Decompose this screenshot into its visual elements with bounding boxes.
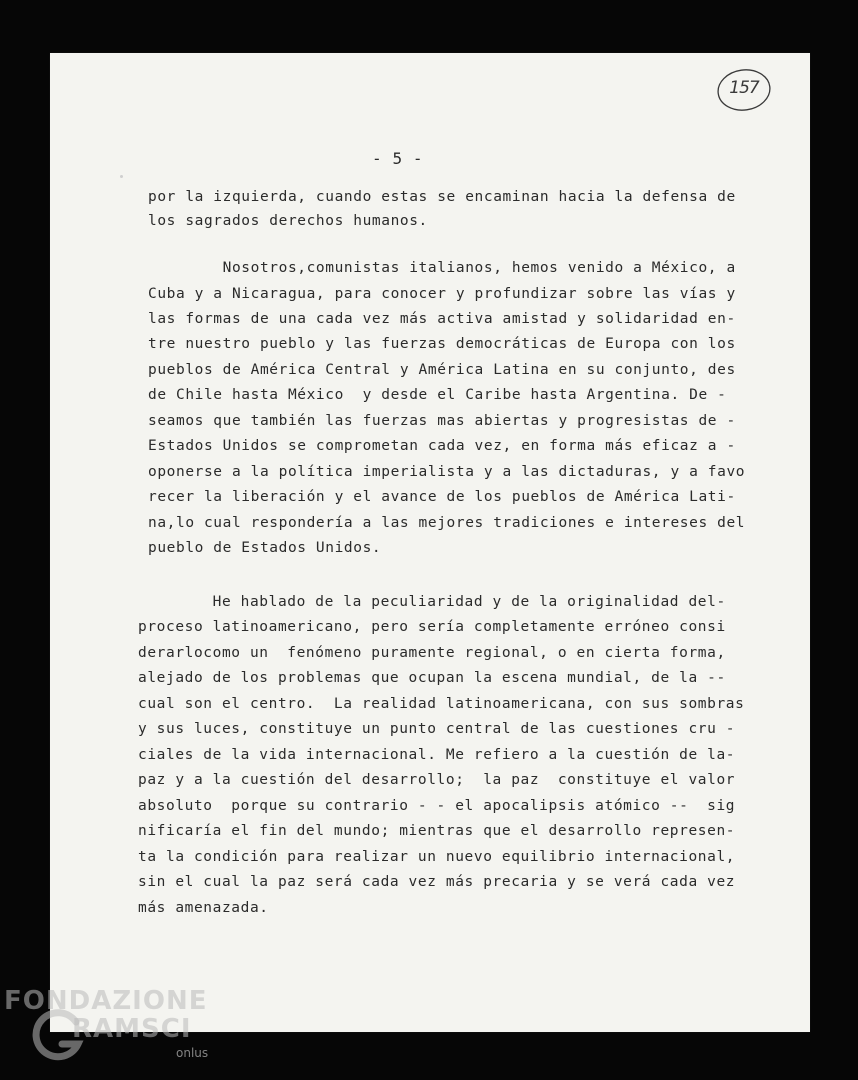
paper-speck bbox=[120, 175, 123, 178]
text-line: pueblos de América Central y América Latina en su conjunto, des bbox=[148, 362, 736, 378]
text-line: oponerse a la política imperialista y a las dictaduras, y a favo bbox=[148, 464, 746, 480]
text-line: sin el cual la paz será cada vez más precaria y se verá cada vez bbox=[138, 874, 736, 890]
text-line: Estados Unidos se comprometan cada vez, en forma más eficaz a - bbox=[148, 438, 736, 454]
text-line: los sagrados derechos humanos. bbox=[148, 213, 428, 229]
text-line: Nosotros,comunistas italianos, hemos venido a México, a bbox=[148, 260, 736, 276]
text-line: tre nuestro pueblo y las fuerzas democráticas de Europa con los bbox=[148, 336, 736, 352]
text-line: He hablado de la peculiaridad y de la originalidad del- bbox=[138, 594, 726, 610]
text-line: absoluto porque su contrario - - el apocalipsis atómico -- sig bbox=[138, 798, 736, 814]
text-line: derarlocomo un fenómeno puramente regional, o en cierta forma, bbox=[138, 645, 726, 661]
watermark-line1: FONDAZIONE bbox=[4, 986, 208, 1016]
text-line: proceso latinoamericano, pero sería completamente erróneo consi bbox=[138, 619, 726, 635]
text-line: recer la liberación y el avance de los pueblos de América Lati- bbox=[148, 489, 736, 505]
watermark-suffix: onlus bbox=[176, 1046, 209, 1060]
text-line: nificaría el fin del mundo; mientras que el desarrollo represen- bbox=[138, 823, 736, 839]
text-line: por la izquierda, cuando estas se encaminan hacia la defensa de bbox=[148, 189, 736, 205]
text-line: y sus luces, constituye un punto central de las cuestiones cru - bbox=[138, 721, 736, 737]
text-line: ciales de la vida internacional. Me refiero a la cuestión de la- bbox=[138, 747, 736, 763]
folio-number: 157 bbox=[729, 78, 759, 98]
text-line: ta la condición para realizar un nuevo equilibrio internacional, bbox=[138, 849, 736, 865]
text-line: alejado de los problemas que ocupan la escena mundial, de la -- bbox=[138, 670, 726, 686]
text-line: na,lo cual respondería a las mejores tradiciones e intereses del bbox=[148, 515, 746, 531]
watermark-logo bbox=[0, 984, 240, 1080]
text-line: seamos que también las fuerzas mas abiertas y progresistas de - bbox=[148, 413, 736, 429]
text-line: pueblo de Estados Unidos. bbox=[148, 540, 382, 556]
text-line: las formas de una cada vez más activa amistad y solidaridad en- bbox=[148, 311, 736, 327]
text-line: Cuba y a Nicaragua, para conocer y profundizar sobre las vías y bbox=[148, 286, 736, 302]
text-line: más amenazada. bbox=[138, 900, 269, 916]
typewritten-page bbox=[50, 53, 810, 1032]
text-line: paz y a la cuestión del desarrollo; la paz constituye el valor bbox=[138, 772, 736, 788]
folio-stamp bbox=[715, 66, 773, 114]
text-line: cual son el centro. La realidad latinoamericana, con sus sombras bbox=[138, 696, 745, 712]
text-line: de Chile hasta México y desde el Caribe hasta Argentina. De - bbox=[148, 387, 727, 403]
page-number: - 5 - bbox=[372, 149, 424, 168]
watermark-line2: RAMSCI bbox=[72, 1014, 192, 1044]
